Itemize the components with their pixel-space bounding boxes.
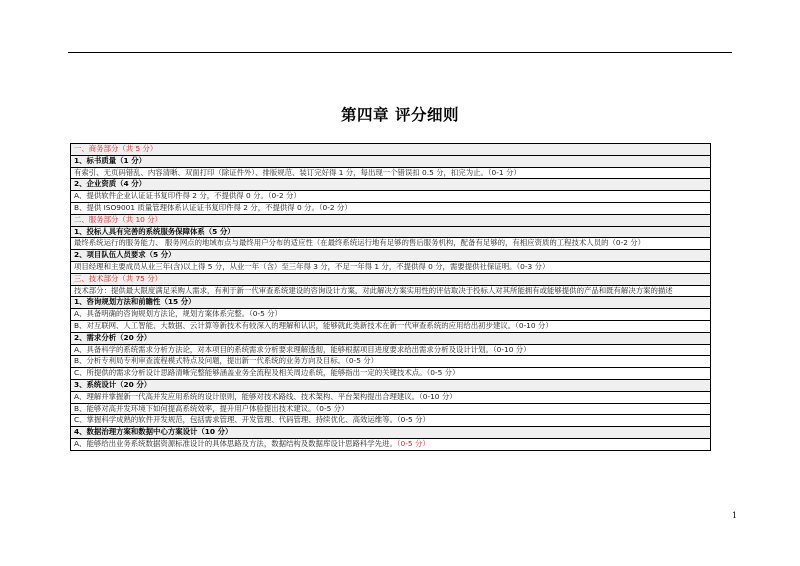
table-cell (71, 144, 711, 156)
table-cell (71, 261, 711, 273)
criterion-detail-row (71, 202, 711, 214)
criterion-detail-row (71, 403, 711, 415)
cell-text: 最终系统运行的服务能力、 服务网点的地域布点与最终用户分布的适应性（在最终系统运行地有足够的售后服务机构，配备有足够的，有相应资质的工程技术人员的（0-2 分） (74, 238, 646, 248)
page-number: 1 (732, 511, 738, 520)
cell-text: C、掌握科学成熟的软件开发规范，包括需求管理、开发管理、代码管理、持续优化、高效运维等。（0-5 分） (74, 415, 430, 425)
criterion-detail-row (71, 285, 711, 297)
table-cell (71, 438, 711, 450)
cell-text: A、具备明确的咨询规划方法论，规划方案体系完整。（0-5 分） (74, 309, 282, 319)
section-row (71, 273, 711, 285)
criterion-detail-row (71, 320, 711, 332)
criterion-detail-row (71, 391, 711, 403)
table-cell (71, 191, 711, 203)
criterion-detail-row (71, 238, 711, 250)
cell-text: 2、需求分析（20 分） (74, 332, 152, 342)
criterion-heading-row (71, 226, 711, 238)
cell-text: C、所提供的需求分析设计思路清晰完整能够涵盖业务全流程及相关周边系统，能够指出一定的关键技术点。（0-5 分） (74, 368, 460, 378)
table-cell (71, 332, 711, 344)
table-cell (71, 344, 711, 356)
criterion-heading-row (71, 250, 711, 262)
table-cell (71, 356, 711, 368)
cell-text: 2、企业资质（4 分） (74, 179, 146, 189)
cell-text: B、能够对高并发环境下如何提高系统效率，提升用户体验提出技术建议。（0-5 分） (74, 403, 349, 413)
score-range-highlight: （0-5 分） (396, 438, 430, 448)
table-cell (71, 379, 711, 391)
cell-text: B、提供 ISO9001 质量管理体系认证证书复印件得 2 分，不提供得 0 分。（0-2 分） (74, 202, 352, 212)
table-cell (71, 415, 711, 427)
cell-text: 技术部分：提供最大限度满足采购人需求，有利于新一代审查系统建设的咨询设计方案，对此解决方案实用性的评估取决于投标人对其所能拥有或能够提供的产品和既有解决方案的描述 (74, 285, 673, 295)
cell-text: 一、商务部分（共 5 分） (74, 144, 158, 153)
cell-text: B、分析专利局专利审查流程模式特点及问题，提出新一代系统的业务方向及目标。（0-5 分） (74, 356, 379, 366)
criterion-detail-row (71, 261, 711, 273)
cell-text: 有索引、无页码错乱、内容清晰、双面打印（除证件外）、排版规范、装订完好得 1 分，每出现一个错误扣 0.5 分，扣完为止。（0-1 分） (74, 167, 521, 177)
cell-text: 1、投标人具有完善的系统服务保障体系（5 分） (74, 226, 235, 236)
cell-text: 2、项目队伍人员要求（5 分） (74, 250, 176, 260)
cell-text: A、理解并掌握新一代高并发应用系统的设计原则，能够对技术路线、技术架构、平台架构提出合理建议。（0-10 分） (74, 391, 457, 401)
criterion-detail-row (71, 415, 711, 427)
cell-text: 1、标书质量（1 分） (74, 155, 146, 165)
table-cell (71, 155, 711, 167)
table-cell (71, 167, 711, 179)
table-cell (71, 214, 711, 226)
header-rule (68, 52, 732, 53)
criterion-heading-row (71, 297, 711, 309)
criterion-heading-row (71, 332, 711, 344)
page-title: 第四章 评分细则 (341, 106, 459, 124)
criterion-heading-row (71, 179, 711, 191)
section-row (71, 144, 711, 156)
table-cell (71, 297, 711, 309)
cell-text: 项目经理和主要成员从业三年(含)以上得 5 分，从业一年（含）至三年得 3 分，不足一年得 1 分，不提供得 0 分，需要提供社保证明。（0-3 分） (74, 261, 550, 271)
criterion-detail-row (71, 167, 711, 179)
cell-text: 4、数据治理方案和数据中心方案设计（10 分） (74, 427, 233, 437)
criterion-heading-row (71, 379, 711, 391)
table-cell (71, 403, 711, 415)
scoring-table (70, 143, 711, 451)
cell-text: A、具备科学的系统需求分析方法论，对本项目的系统需求分析要求理解透彻，能够根据项目进度要求给出需求分析及设计计划。（0-10 分） (74, 344, 531, 354)
table-cell (71, 427, 711, 439)
table-cell (71, 238, 711, 250)
table-cell (71, 285, 711, 297)
table-cell (71, 368, 711, 380)
criterion-detail-row (71, 438, 711, 450)
cell-text: B、对互联网、人工智能、大数据、云计算等新技术有较深入的理解和认识，能够就此类新技术在新一代审查系统的应用给出初步建议。（0-10 分） (74, 320, 553, 330)
cell-text: A、能够给出业务系统数据资源标准设计的具体思路及方法，数据结构及数据库设计思路科学先进。 (74, 438, 397, 448)
criterion-detail-row (71, 344, 711, 356)
table-cell (71, 309, 711, 321)
cell-text: 3、系统设计（20 分） (74, 379, 152, 389)
cell-text: 1、咨询规划方法和前瞻性（15 分） (74, 297, 196, 307)
table-cell (71, 179, 711, 191)
table-cell (71, 391, 711, 403)
table-cell (71, 320, 711, 332)
criterion-heading-row (71, 155, 711, 167)
table-cell (71, 226, 711, 238)
cell-text: A、提供软件企业认证证书复印件得 2 分，不提供得 0 分。（0-2 分） (74, 191, 301, 201)
section-row (71, 214, 711, 226)
table-cell (71, 273, 711, 285)
criterion-detail-row (71, 309, 711, 321)
criterion-detail-row (71, 356, 711, 368)
criterion-detail-row (71, 368, 711, 380)
criterion-detail-row (71, 191, 711, 203)
table-cell (71, 202, 711, 214)
table-cell (71, 250, 711, 262)
criterion-heading-row (71, 427, 711, 439)
cell-text: 三、技术部分（共 75 分） (74, 273, 163, 283)
cell-text: 二、服务部分（共 10 分） (74, 214, 163, 224)
